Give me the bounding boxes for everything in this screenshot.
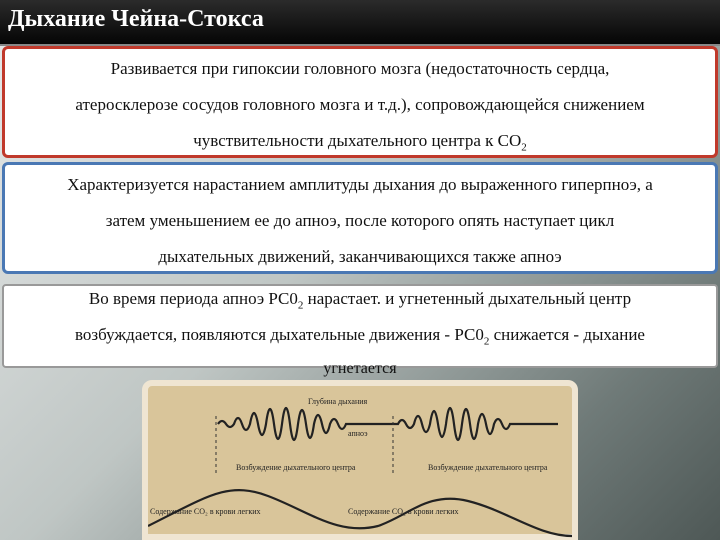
label-depth: Глубина дыхания [308,397,368,406]
mechanism-line-2a: возбуждается, появляются дыхательные движения - РС0 [75,325,484,344]
cause-line-1: Развивается при гипоксии головного мозга (недостаточность сердца, [110,59,610,78]
mechanism-box [2,284,718,368]
cause-line-3-text: чувствительности дыхательного центра к СО [193,131,522,150]
characteristic-line-2: затем уменьшением ее до апноэ, после которого опять наступает цикл [105,211,615,230]
label-co2-1: Содержание СО₂ в крови легких [150,507,261,516]
diagram-svg [148,386,572,540]
co2-subscript: 2 [521,141,527,154]
mechanism-line-3: угнетается [323,360,397,377]
mechanism-line-1a: Во время периода апноэ РС0 [88,289,298,308]
mechanism-line-2 [4,325,716,347]
characteristic-line-1: Характеризуется нарастанием амплитуды дыхания до выраженного гиперпноэ, а [67,175,653,194]
label-excite-2: Возбуждение дыхательного центра [428,463,548,472]
label-apnea: апноэ [348,429,368,438]
cause-box [2,46,718,158]
label-co2-2: Содержание СО₂ в крови легких [348,507,459,516]
mechanism-line-2b: снижается - дыхание [489,325,645,344]
characteristic-box [2,162,718,274]
mechanism-line-1b: нарастает. и угнетенный дыхательный центр [303,289,632,308]
slide-title: Дыхание Чейна-Стокса [8,6,264,32]
cheyne-stokes-diagram [142,380,578,540]
label-excite-1: Возбуждение дыхательного центра [236,463,356,472]
mechanism-line-1 [4,289,716,311]
cause-line-2: атеросклерозе сосудов головного мозга и т.д.), сопровождающейся снижением [75,95,645,114]
pco2-subscript-2: 2 [483,335,490,348]
title-bar [0,0,720,46]
cause-line-3 [5,131,715,153]
breathing-wave [218,408,558,440]
pco2-subscript-1: 2 [297,299,304,312]
characteristic-line-3: дыхательных движений, заканчивающихся также апноэ [158,247,562,266]
